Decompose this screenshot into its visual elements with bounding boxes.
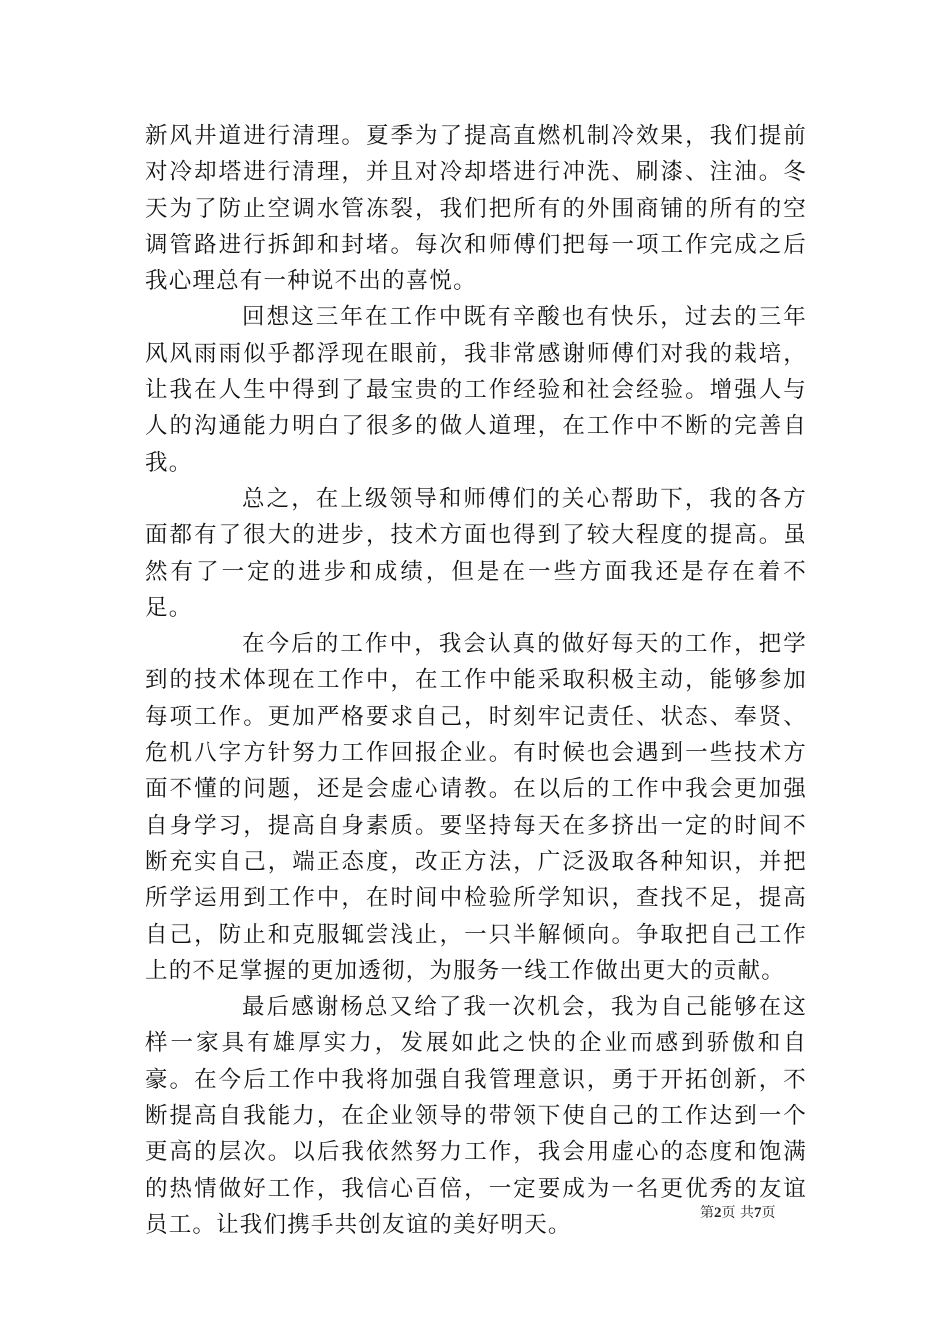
paragraph-closing: 最后感谢杨总又给了我一次机会，我为自己能够在这样一家具有雄厚实力，发展如此之快的企业而感到骄傲和自豪。在今后工作中我将加强自我管理意识，勇于开拓创新，不断提高自我能力，在企业领导的带领下使自己的工作达到一个更高的层次。以后我依然努力工作，我会用虚心的态度和饱满的热情做好工作，我信心百倍，一定要成为一名更优秀的友谊员工。让我们携手共创友谊的美好明天。 — [145, 994, 807, 1238]
current-page-number: 2 — [714, 1205, 722, 1221]
footer-prefix: 第 — [700, 1205, 714, 1221]
page-number-footer — [700, 1203, 820, 1223]
paragraph-future-plans: 在今后的工作中，我会认真的做好每天的工作，把学到的技术体现在工作中，在工作中能采取积极主动，能够参加每项工作。更加严格要求自己，时刻牢记责任、状态、奉贤、危机八字方针努力工作回报企业。有时候也会遇到一些技术方面不懂的问题，还是会虚心请教。在以后的工作中我会更加强自身学习，提高自身素质。要坚持每天在多挤出一定的时间不断充实自己，端正态度，改正方法，广泛汲取各种知识，并把所学运用到工作中，在时间中检验所学知识，查找不足，提高自己，防止和克服辄尝浅止，一只半解倾向。争取把自己工作上的不足掌握的更加透彻，为服务一线工作做出更大的贡献。 — [145, 631, 807, 984]
paragraph-summary: 总之，在上级领导和师傅们的关心帮助下，我的各方面都有了很大的进步，技术方面也得到了较大程度的提高。虽然有了一定的进步和成绩，但是在一些方面我还是存在着不足。 — [145, 485, 807, 621]
document-body — [145, 118, 807, 1243]
paragraph-continuation: 新风井道进行清理。夏季为了提高直燃机制冷效果，我们提前对冷却塔进行清理，并且对冷却塔进行冲洗、刷漆、注油。冬天为了防止空调水管冻裂，我们把所有的外围商铺的所有的空调管路进行拆卸和封堵。每次和师傅们把每一项工作完成之后我心理总有一种说不出的喜悦。 — [145, 123, 807, 295]
paragraph-reflection: 回想这三年在工作中既有辛酸也有快乐，过去的三年风风雨雨似乎都浮现在眼前，我非常感谢师傅们对我的栽培，让我在人生中得到了最宝贵的工作经验和社会经验。增强人与人的沟通能力明白了很多的做人道理，在工作中不断的完善自我。 — [145, 304, 807, 476]
footer-middle: 页 共 — [721, 1205, 754, 1221]
total-page-count: 7 — [753, 1205, 762, 1221]
footer-suffix: 页 — [761, 1205, 776, 1221]
